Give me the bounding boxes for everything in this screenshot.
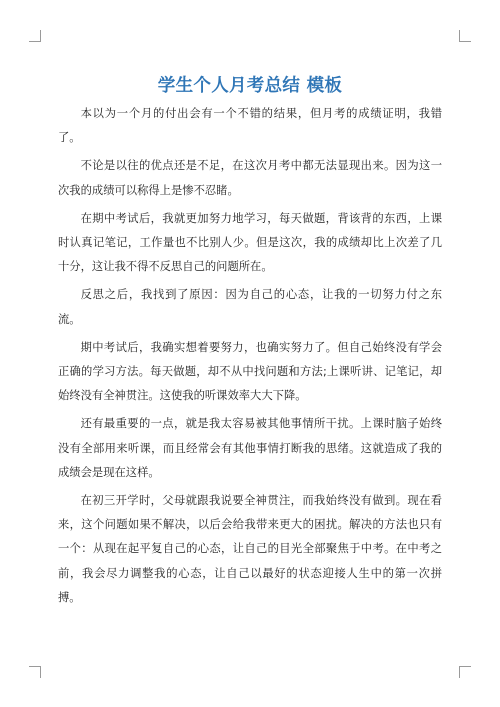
paragraph-7: 在初三开学时，父母就跟我说要全神贯注，而我始终没有做到。现在看来，这个问题如果不解决，以后会给我带来更大的困扰。解决的方法也只有一个：从现在起平复自己的心态，让自己的目光全部聚焦于中考。在中考之前，我会尽力调整我的心态，让自己以最好的状态迎接人生中的第一次拼搏。 xyxy=(58,494,442,604)
paragraph-1: 本以为一个月的付出会有一个不错的结果，但月考的成绩证明，我错了。 xyxy=(58,107,442,145)
document-title: 学生个人月考总结 模板 xyxy=(157,75,343,96)
corner-mark-bottom-right xyxy=(459,666,471,678)
paragraph-6: 还有最重要的一点，就是我太容易被其他事情所干扰。上课时脑子始终没有全部用来听课，而且经常会有其他事情打断我的思绪。这就造成了我的成绩会是现在这样。 xyxy=(58,417,442,479)
paragraph-2: 不论是以往的优点还是不足，在这次月考中都无法显现出来。因为这一次我的成绩可以称得上是惨不忍睹。 xyxy=(58,159,442,197)
document-body xyxy=(58,102,442,614)
paragraph-5: 期中考试后，我确实想着要努力，也确实努力了。但自己始终没有学会正确的学习方法。每天做题，却不从中找问题和方法;上课听讲、记笔记，却始终没有全神贯注。这使我的听课效率大大下降。 xyxy=(58,340,442,403)
corner-mark-top-left xyxy=(29,30,41,42)
paragraph-3: 在期中考试后，我就更加努力地学习，每天做题，背该背的东西，上课时认真记笔记，工作量也不比别人少。但是这次，我的成绩却比上次差了几十分，这让我不得不反思自己的问题所在。 xyxy=(58,211,442,274)
corner-mark-bottom-left xyxy=(29,666,41,678)
corner-mark-top-right xyxy=(459,30,471,42)
paragraph-4: 反思之后，我找到了原因：因为自己的心态，让我的一切努力付之东流。 xyxy=(58,288,442,326)
